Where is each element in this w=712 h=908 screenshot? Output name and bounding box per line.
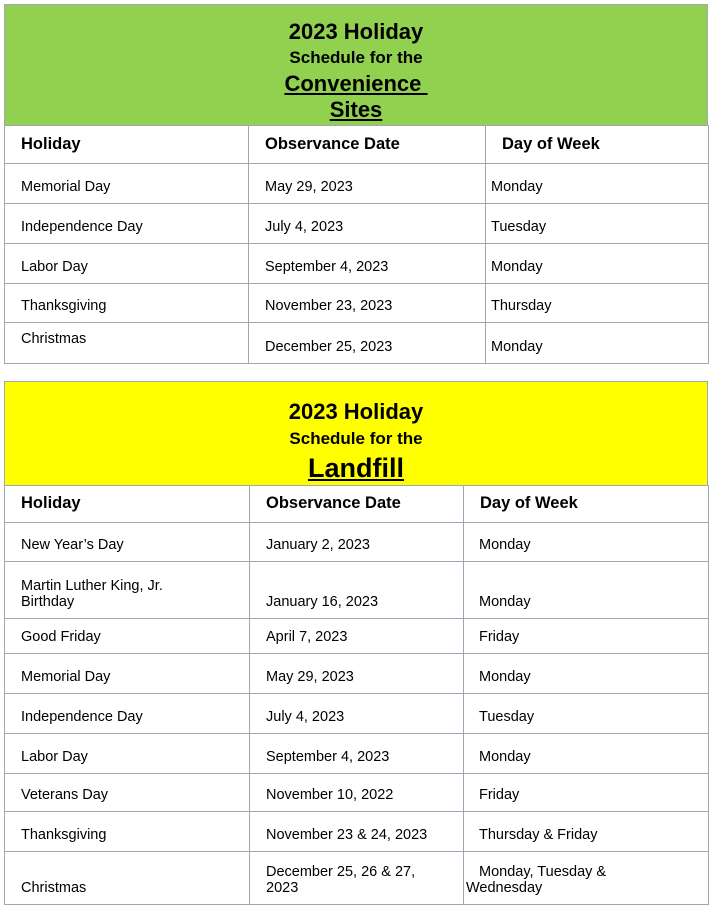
holiday-cell: Independence Day [5, 204, 249, 244]
holiday-cell: Martin Luther King, Jr. Birthday [5, 562, 250, 619]
landfill-banner-line-1: 2023 Holiday [288, 399, 424, 424]
day-of-week-column-header: Day of Week [464, 486, 709, 523]
observance-date-cell: May 29, 2023 [249, 164, 486, 204]
day-of-week-cell: Monday [464, 654, 709, 694]
table-row [5, 523, 709, 562]
day-of-week-cell: Monday [464, 562, 709, 619]
table-header-row [5, 126, 709, 164]
holiday-column-header: Holiday [5, 486, 250, 523]
observance-date-column-header: Observance Date [249, 126, 486, 164]
day-of-week-cell: Monday [464, 734, 709, 774]
holiday-cell: New Year’s Day [5, 523, 250, 562]
observance-date-cell: July 4, 2023 [249, 204, 486, 244]
table-header-row [5, 486, 709, 523]
convenience-banner-line-3: Convenience [284, 71, 428, 96]
holiday-column-header: Holiday [5, 126, 249, 164]
observance-date-cell: November 10, 2022 [250, 774, 464, 812]
table-row [5, 852, 709, 905]
day-of-week-cell: Monday [486, 164, 709, 204]
table-row [5, 812, 709, 852]
holiday-cell: Thanksgiving [5, 812, 250, 852]
holiday-cell: Thanksgiving [5, 284, 249, 323]
observance-date-cell: November 23 & 24, 2023 [250, 812, 464, 852]
day-of-week-cell: Friday [464, 619, 709, 654]
day-of-week-cell: Monday [486, 323, 709, 364]
convenience-sites-table [4, 125, 709, 364]
observance-date-cell: September 4, 2023 [249, 244, 486, 284]
landfill-table [4, 485, 709, 905]
convenience-banner-line-4: Sites [329, 97, 383, 122]
day-of-week-column-header: Day of Week [486, 126, 709, 164]
observance-date-cell: September 4, 2023 [250, 734, 464, 774]
convenience-banner [4, 4, 708, 125]
day-of-week-cell: Thursday & Friday [464, 812, 709, 852]
table-row [5, 164, 709, 204]
table-row [5, 694, 709, 734]
day-of-week-cell: Tuesday [486, 204, 709, 244]
table-row [5, 619, 709, 654]
holiday-cell: Independence Day [5, 694, 250, 734]
observance-date-cell: January 16, 2023 [250, 562, 464, 619]
holiday-cell: Christmas [5, 852, 250, 905]
observance-date-cell: July 4, 2023 [250, 694, 464, 734]
table-row [5, 774, 709, 812]
observance-date-cell: November 23, 2023 [249, 284, 486, 323]
holiday-cell: Christmas [5, 323, 249, 364]
day-of-week-cell: Friday [464, 774, 709, 812]
observance-date-cell: May 29, 2023 [250, 654, 464, 694]
holiday-cell: Memorial Day [5, 654, 250, 694]
holiday-cell: Labor Day [5, 734, 250, 774]
observance-date-cell: April 7, 2023 [250, 619, 464, 654]
table-row [5, 244, 709, 284]
observance-date-column-header: Observance Date [250, 486, 464, 523]
table-row [5, 284, 709, 323]
holiday-cell: Veterans Day [5, 774, 250, 812]
convenience-banner-line-1: 2023 Holiday [288, 19, 424, 44]
day-of-week-cell: Monday [486, 244, 709, 284]
table-row [5, 204, 709, 244]
day-of-week-cell: Tuesday [464, 694, 709, 734]
table-row [5, 323, 709, 364]
observance-date-cell: December 25, 2023 [249, 323, 486, 364]
convenience-banner-line-2: Schedule for the [289, 48, 423, 67]
holiday-cell: Labor Day [5, 244, 249, 284]
table-row [5, 562, 709, 619]
landfill-banner [4, 381, 708, 485]
holiday-cell: Good Friday [5, 619, 250, 654]
day-of-week-cell: Thursday [486, 284, 709, 323]
holiday-cell: Memorial Day [5, 164, 249, 204]
day-of-week-cell: Monday [464, 523, 709, 562]
landfill-banner-line-3: Landfill [308, 453, 404, 483]
table-row [5, 654, 709, 694]
observance-date-cell: December 25, 26 & 27, 2023 [250, 852, 464, 905]
observance-date-cell: January 2, 2023 [250, 523, 464, 562]
table-separator [4, 364, 708, 381]
day-of-week-cell: Monday, Tuesday & Wednesday [464, 852, 709, 905]
landfill-banner-line-2: Schedule for the [289, 429, 423, 448]
table-row [5, 734, 709, 774]
